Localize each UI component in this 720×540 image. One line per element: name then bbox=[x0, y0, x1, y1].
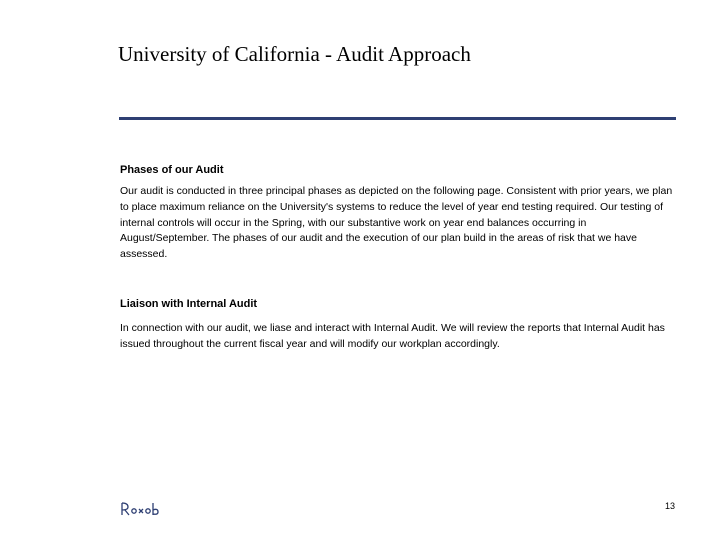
section-body-phases: Our audit is conducted in three principal phases as depicted on the following page. Consistent with prior years, we plan to place maximum reliance on the University's systems to reduce the level of year end testing required. Our testing of internal controls will occur in the Spring, with our substantive work on year end balances occurring in August/September. The phases of our audit and the execution of our plan build in the areas of risk that we have assessed. bbox=[120, 185, 673, 261]
slide-title: University of California - Audit Approach bbox=[118, 42, 471, 66]
title-divider bbox=[119, 117, 676, 120]
section-body-liaison: In connection with our audit, we liase and interact with Internal Audit. We will review the reports that Internal Audit has issued throughout the current fiscal year and will modify our workplan accordingly. bbox=[120, 322, 665, 350]
page-number: 13 bbox=[664, 501, 675, 511]
firm-logo-icon bbox=[120, 500, 160, 518]
section-heading-phases: Phases of our Audit bbox=[120, 164, 224, 176]
section-heading-liaison: Liaison with Internal Audit bbox=[120, 298, 258, 310]
